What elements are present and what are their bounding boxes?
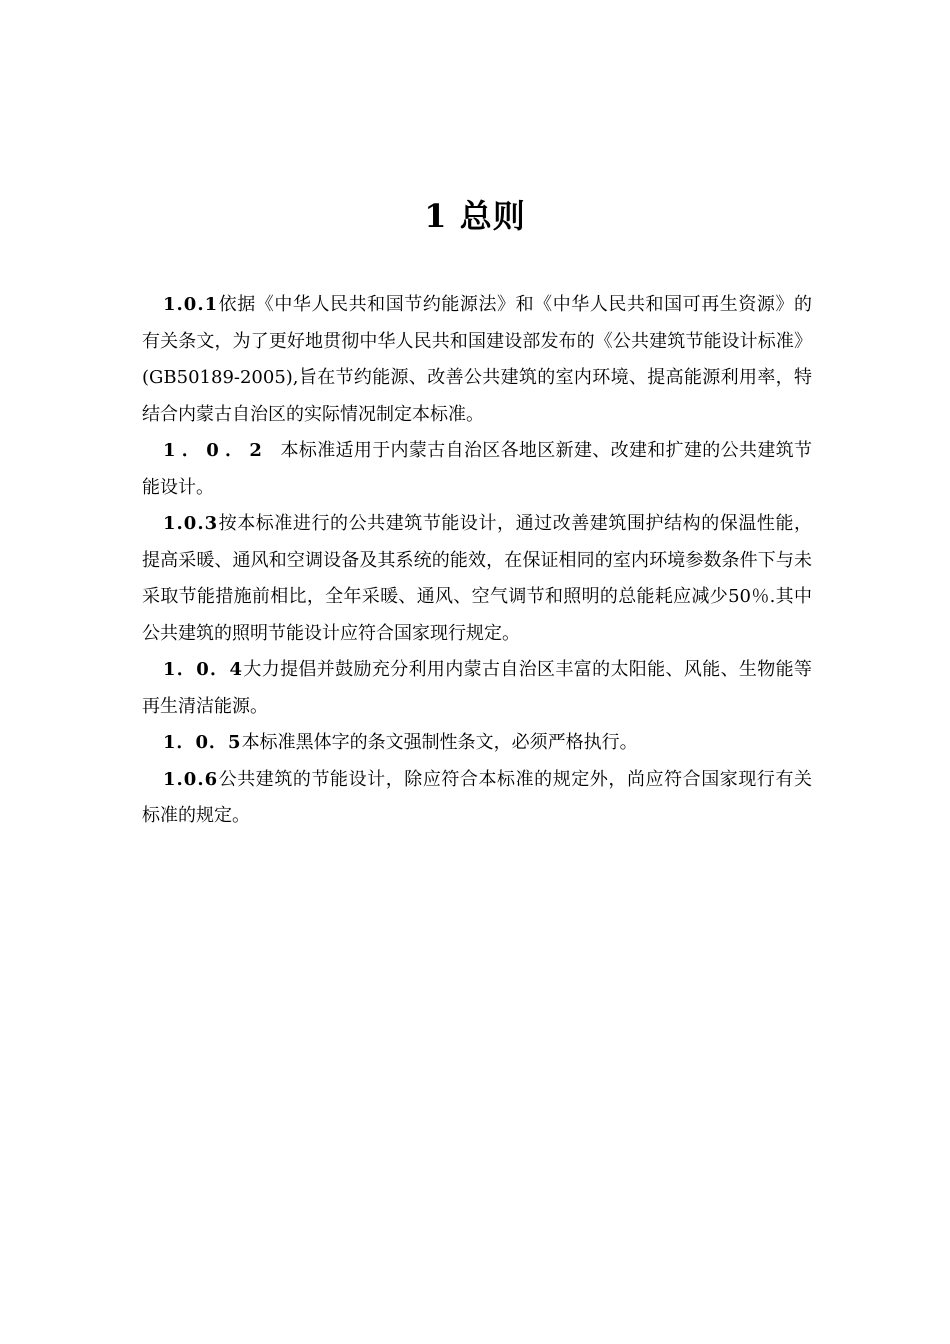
clause-text: 公共建筑的节能设计，除应符合本标准的规定外，尚应符合国家现行有关标准的规定。	[142, 768, 812, 826]
clause-number: 1．0．5	[163, 732, 242, 753]
clause-number: 1．0．2	[163, 440, 281, 461]
clause-1-0-1	[142, 287, 812, 433]
clause-text: 依据《中华人民共和国节约能源法》和《中华人民共和国可再生资源》的有关条文，为了更好地贯彻中华人民共和国建设部发布的《公共建筑节能设计标准》(GB50189-2005),旨在节约能源、改善公共建筑的室内环境、提高能源利用率，特结合内蒙古自治区的实际情况制定本标准。	[142, 294, 812, 425]
clause-1-0-3	[142, 506, 812, 652]
clause-text: 大力提倡并鼓励充分利用内蒙古自治区丰富的太阳能、风能、生物能等再生清洁能源。	[142, 659, 812, 717]
clause-list	[142, 287, 812, 835]
clause-number: 1.0.6	[163, 768, 219, 790]
clause-1-0-6	[142, 762, 812, 835]
clause-1-0-2	[142, 433, 812, 506]
clause-number: 1.0.3	[163, 513, 219, 534]
clause-text: 本标准适用于内蒙古自治区各地区新建、改建和扩建的公共建筑节能设计。	[142, 440, 812, 498]
clause-number: 1.0.1	[163, 294, 219, 315]
clause-number: 1．0．4	[163, 659, 243, 680]
clause-1-0-4	[142, 652, 812, 725]
clause-text: 本标准黑体字的条文强制性条文，必须严格执行。	[241, 732, 638, 753]
clause-text: 按本标准进行的公共建筑节能设计，通过改善建筑围护结构的保温性能，提高采暖、通风和空调设备及其系统的能效，在保证相同的室内环境参数条件下与未采取节能措施前相比，全年采暖、通风、空气调节和照明的总能耗应减少50％.其中公共建筑的照明节能设计应符合国家现行规定。	[142, 513, 812, 644]
chapter-title: 1 总则	[424, 197, 526, 235]
clause-1-0-5	[142, 725, 812, 762]
